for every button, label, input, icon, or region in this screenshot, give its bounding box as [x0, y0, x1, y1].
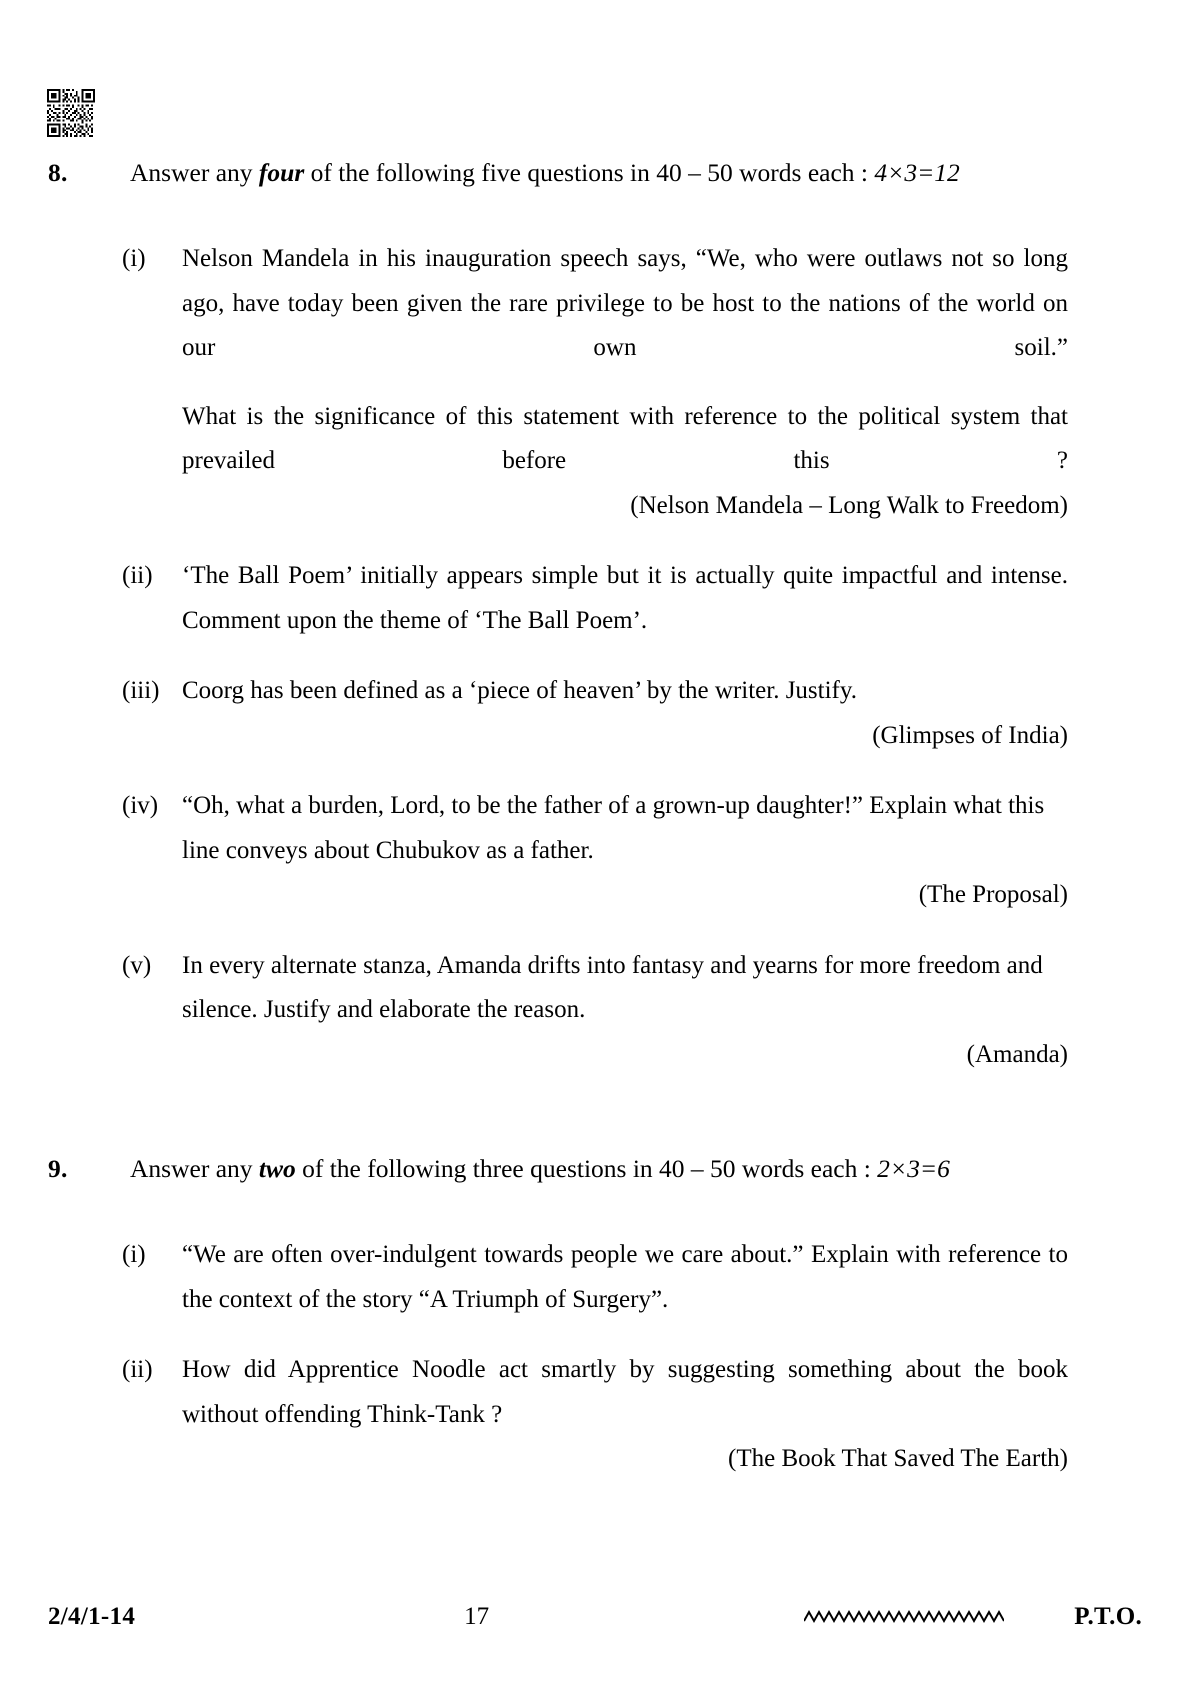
attribution-i: (Nelson Mandela – Long Walk to Freedom)	[630, 491, 1068, 519]
item-body-i	[182, 237, 1068, 484]
item-paragraph: How did Apprentice Noodle act smartly by suggesting something about the book without offending Think-Tank ?	[182, 1356, 1068, 1428]
item-label-ii: (ii)	[122, 562, 153, 590]
item-body-iv	[182, 784, 1068, 873]
question-content	[0, 155, 1190, 1482]
item-body-v	[182, 944, 1068, 1033]
instruction-emphasis: two	[258, 1154, 296, 1184]
attribution-iv: (The Proposal)	[918, 881, 1068, 909]
question-9-marks: 2×3=6	[877, 1154, 950, 1184]
item-paragraph: “We are often over-indulgent towards people we care about.” Explain with reference to the context of the story “A Triumph of Surgery”.	[182, 1241, 1068, 1313]
instruction-emphasis: four	[258, 158, 305, 187]
instruction-suffix: of the following three questions in 40 – 50 words each :	[295, 1154, 878, 1184]
item-body-i	[182, 1233, 1068, 1322]
spacer	[0, 758, 1190, 784]
question-8-item-ii	[0, 554, 1190, 643]
spacer	[0, 1077, 1190, 1151]
spacer	[0, 191, 1190, 237]
qr-code-icon	[47, 88, 95, 138]
question-9-number: 9.	[48, 1154, 68, 1184]
instruction-prefix: Answer any	[130, 1154, 259, 1184]
item-body-ii	[182, 1348, 1068, 1437]
item-paragraph: In every alternate stanza, Amanda drifts into fantasy and yearns for more freedom and silence. Justify and elaborate the reason.	[182, 951, 1043, 1024]
question-8-heading	[0, 155, 1190, 191]
zigzag-divider-icon	[804, 1607, 1004, 1627]
item-paragraph: ‘The Ball Poem’ initially appears simple but it is actually quite impactful and intense. Comment upon the theme of ‘The Ball Poem’.	[182, 562, 1068, 634]
item-label-iv: (iv)	[122, 792, 159, 820]
instruction-suffix: of the following five questions in 40 – 50 words each :	[304, 158, 875, 187]
spacer	[0, 643, 1190, 669]
page-number: 17	[464, 1603, 490, 1630]
item-paragraph: Coorg has been defined as a ‘piece of heaven’ by the writer. Justify.	[182, 677, 857, 705]
item-label-i: (i)	[122, 1241, 146, 1269]
item-paragraph: Nelson Mandela in his inauguration speech says, “We, who were outlaws not so long ago, have today been given the rare privilege to be host to the nations of the world on our own soil.”	[182, 245, 1068, 362]
spacer	[0, 918, 1190, 944]
item-paragraph: What is the significance of this statement with reference to the political system that prevailed before this ?	[182, 402, 1068, 475]
question-8-instruction	[130, 155, 1068, 191]
question-8-number: 8.	[48, 158, 68, 187]
question-9-instruction	[130, 1151, 1068, 1187]
item-body-ii	[182, 554, 1068, 643]
spacer	[0, 1187, 1190, 1233]
attribution-ii: (The Book That Saved The Earth)	[728, 1445, 1068, 1473]
item-label-iii: (iii)	[122, 677, 160, 705]
item-body-iii	[182, 669, 1068, 714]
item-label-v: (v)	[122, 951, 152, 979]
spacer	[182, 371, 1068, 395]
question-9-item-ii	[0, 1348, 1190, 1437]
question-8-item-iv	[0, 784, 1190, 873]
question-8-item-iii	[0, 669, 1190, 714]
question-8-item-v	[0, 944, 1190, 1033]
question-9-item-i	[0, 1233, 1190, 1322]
question-8-marks: 4×3=12	[874, 158, 960, 187]
item-label-i: (i)	[122, 245, 146, 273]
instruction-prefix: Answer any	[130, 158, 259, 187]
item-label-ii: (ii)	[122, 1356, 153, 1384]
page-footer	[0, 1597, 1190, 1637]
item-paragraph: “Oh, what a burden, Lord, to be the father of a grown-up daughter!” Explain what this line conveys about Chubukov as a father.	[182, 792, 1045, 864]
paper-code: 2/4/1-14	[48, 1603, 136, 1630]
question-8-item-i	[0, 237, 1190, 484]
question-9-heading	[0, 1151, 1190, 1187]
spacer	[0, 1322, 1190, 1348]
turn-over-note: P.T.O.	[1074, 1603, 1142, 1630]
spacer	[0, 528, 1190, 554]
attribution-v: (Amanda)	[966, 1040, 1068, 1068]
attribution-iii: (Glimpses of India)	[872, 721, 1068, 749]
